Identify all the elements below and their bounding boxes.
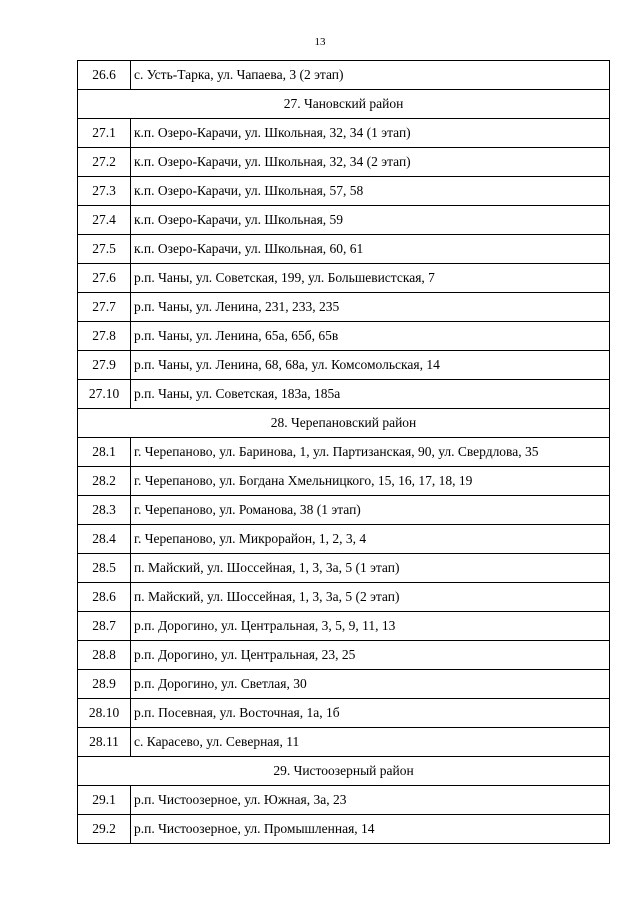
row-address: п. Майский, ул. Шоссейная, 1, 3, 3а, 5 (2 этап) — [131, 583, 610, 612]
row-address: р.п. Дорогино, ул. Светлая, 30 — [131, 670, 610, 699]
row-address: р.п. Посевная, ул. Восточная, 1а, 1б — [131, 699, 610, 728]
row-address: п. Майский, ул. Шоссейная, 1, 3, 3а, 5 (1 этап) — [131, 554, 610, 583]
row-address: к.п. Озеро-Карачи, ул. Школьная, 60, 61 — [131, 235, 610, 264]
section-title: 27. Чановский район — [78, 90, 610, 119]
table-row — [78, 786, 610, 815]
page-number: 13 — [314, 36, 326, 48]
table-row — [78, 699, 610, 728]
table-row — [78, 177, 610, 206]
row-number: 28.2 — [78, 467, 131, 496]
row-address: р.п. Дорогино, ул. Центральная, 23, 25 — [131, 641, 610, 670]
section-title: 28. Черепановский район — [78, 409, 610, 438]
row-number: 28.6 — [78, 583, 131, 612]
row-address: р.п. Дорогино, ул. Центральная, 3, 5, 9, 11, 13 — [131, 612, 610, 641]
table-row — [78, 554, 610, 583]
row-number: 28.5 — [78, 554, 131, 583]
row-address: р.п. Чаны, ул. Ленина, 65а, 65б, 65в — [131, 322, 610, 351]
row-number: 27.8 — [78, 322, 131, 351]
row-address: к.п. Озеро-Карачи, ул. Школьная, 32, 34 (1 этап) — [131, 119, 610, 148]
section-header-row — [78, 409, 610, 438]
row-address: г. Черепаново, ул. Баринова, 1, ул. Партизанская, 90, ул. Свердлова, 35 — [131, 438, 610, 467]
table-row — [78, 641, 610, 670]
row-number: 27.5 — [78, 235, 131, 264]
table-row — [78, 293, 610, 322]
table-row — [78, 467, 610, 496]
row-number: 28.1 — [78, 438, 131, 467]
table-row — [78, 61, 610, 90]
row-address: к.п. Озеро-Карачи, ул. Школьная, 57, 58 — [131, 177, 610, 206]
table-row — [78, 235, 610, 264]
row-number: 28.7 — [78, 612, 131, 641]
row-address: с. Усть-Тарка, ул. Чапаева, 3 (2 этап) — [131, 61, 610, 90]
row-address: к.п. Озеро-Карачи, ул. Школьная, 59 — [131, 206, 610, 235]
row-address: р.п. Чистоозерное, ул. Промышленная, 14 — [131, 815, 610, 844]
row-address: г. Черепаново, ул. Богдана Хмельницкого, 15, 16, 17, 18, 19 — [131, 467, 610, 496]
table-row — [78, 583, 610, 612]
table-row — [78, 496, 610, 525]
row-number: 29.1 — [78, 786, 131, 815]
row-address: р.п. Чаны, ул. Ленина, 231, 233, 235 — [131, 293, 610, 322]
table-row — [78, 148, 610, 177]
address-table-body — [78, 61, 610, 844]
row-number: 28.8 — [78, 641, 131, 670]
row-number: 27.4 — [78, 206, 131, 235]
row-number: 27.1 — [78, 119, 131, 148]
table-row — [78, 670, 610, 699]
table-row — [78, 351, 610, 380]
row-address: р.п. Чистоозерное, ул. Южная, 3а, 23 — [131, 786, 610, 815]
row-address: к.п. Озеро-Карачи, ул. Школьная, 32, 34 (2 этап) — [131, 148, 610, 177]
row-address: р.п. Чаны, ул. Советская, 183а, 185а — [131, 380, 610, 409]
section-header-row — [78, 90, 610, 119]
row-address: р.п. Чаны, ул. Советская, 199, ул. Большевистская, 7 — [131, 264, 610, 293]
row-address: г. Черепаново, ул. Романова, 38 (1 этап) — [131, 496, 610, 525]
row-number: 26.6 — [78, 61, 131, 90]
table-row — [78, 380, 610, 409]
row-address: с. Карасево, ул. Северная, 11 — [131, 728, 610, 757]
table-row — [78, 612, 610, 641]
row-number: 28.10 — [78, 699, 131, 728]
table-row — [78, 119, 610, 148]
row-number: 29.2 — [78, 815, 131, 844]
row-number: 27.10 — [78, 380, 131, 409]
table-row — [78, 438, 610, 467]
row-address: г. Черепаново, ул. Микрорайон, 1, 2, 3, 4 — [131, 525, 610, 554]
row-number: 28.9 — [78, 670, 131, 699]
row-number: 27.2 — [78, 148, 131, 177]
row-number: 28.3 — [78, 496, 131, 525]
row-address: р.п. Чаны, ул. Ленина, 68, 68а, ул. Комсомольская, 14 — [131, 351, 610, 380]
table-row — [78, 525, 610, 554]
table-row — [78, 322, 610, 351]
row-number: 27.9 — [78, 351, 131, 380]
row-number: 27.7 — [78, 293, 131, 322]
row-number: 27.6 — [78, 264, 131, 293]
table-row — [78, 206, 610, 235]
table-row — [78, 815, 610, 844]
table-row — [78, 264, 610, 293]
row-number: 27.3 — [78, 177, 131, 206]
address-table — [77, 60, 610, 844]
section-header-row — [78, 757, 610, 786]
row-number: 28.11 — [78, 728, 131, 757]
section-title: 29. Чистоозерный район — [78, 757, 610, 786]
row-number: 28.4 — [78, 525, 131, 554]
table-row — [78, 728, 610, 757]
